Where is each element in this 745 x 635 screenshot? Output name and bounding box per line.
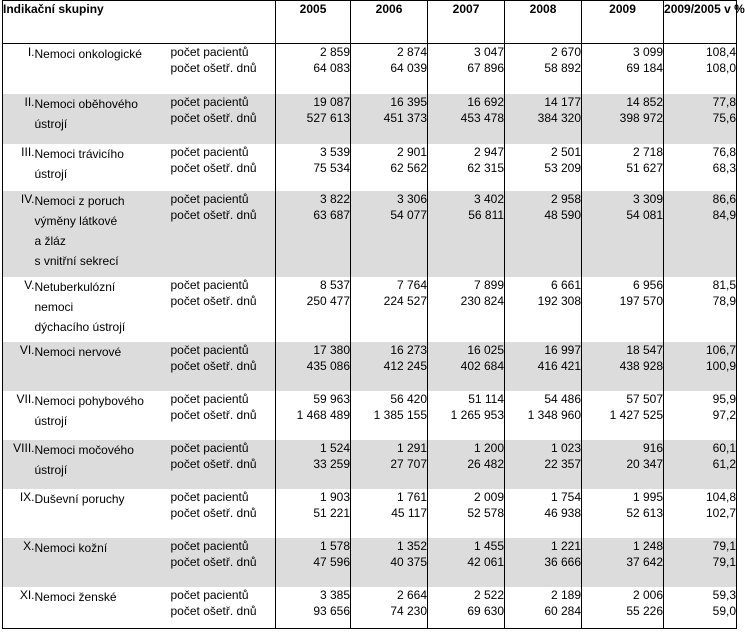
- patients-value: 1 578: [320, 538, 351, 553]
- patients-value: 7 764: [397, 277, 428, 292]
- indicator-labels: [171, 440, 276, 489]
- days-value: 46 938: [544, 505, 582, 520]
- days-value: 402 684: [460, 358, 505, 373]
- value-cell: [582, 440, 664, 489]
- group-name: [35, 489, 171, 538]
- pct-days-value: 100,9: [706, 358, 737, 373]
- value-cell: [428, 144, 505, 191]
- days-value: 36 666: [544, 554, 582, 569]
- patients-value: 54 486: [544, 391, 582, 406]
- patients-value: 14 177: [544, 94, 582, 109]
- patients-value: 17 380: [313, 342, 351, 357]
- value-cell: [428, 587, 505, 629]
- group-number: I.: [3, 44, 35, 94]
- patients-value: 2 874: [397, 45, 428, 59]
- days-value: 27 707: [390, 456, 428, 471]
- patients-value: 3 306: [397, 191, 428, 206]
- patients-value: 7 899: [474, 277, 505, 292]
- patients-value: 3 099: [633, 45, 664, 59]
- value-cell: [428, 391, 505, 440]
- header-year: 2009: [582, 1, 664, 44]
- value-cell: [582, 538, 664, 587]
- group-name-line: Nemoci z poruch: [34, 193, 125, 208]
- indicator-patients-label: počet pacientů: [170, 45, 249, 59]
- group-name: [35, 44, 171, 94]
- indicator-days-label: počet ošetř. dnů: [170, 407, 257, 422]
- patients-value: 1 023: [551, 440, 582, 455]
- group-name: [35, 538, 171, 587]
- value-cell: [505, 538, 582, 587]
- table-row: [3, 277, 737, 342]
- patients-value: 3 539: [320, 144, 351, 159]
- patients-value: 2 670: [551, 45, 582, 59]
- value-cell: [276, 587, 351, 629]
- value-cell: [351, 538, 428, 587]
- value-cell: [505, 489, 582, 538]
- pct-cell: [664, 391, 737, 440]
- patients-value: 59 963: [313, 391, 351, 406]
- indicator-patients-label: počet pacientů: [170, 489, 249, 504]
- days-value: 64 083: [313, 61, 351, 75]
- patients-value: 3 047: [474, 45, 505, 59]
- indicator-patients-label: počet pacientů: [170, 391, 249, 406]
- patients-value: 1 995: [633, 489, 664, 504]
- indicator-patients-label: počet pacientů: [170, 342, 249, 357]
- value-cell: [505, 587, 582, 629]
- table-row: [3, 587, 737, 629]
- indicator-patients-label: počet pacientů: [170, 277, 249, 292]
- group-name-line: Nemoci nervové: [34, 344, 122, 359]
- indicator-days-label: počet ošetř. dnů: [170, 160, 257, 175]
- patients-value: 19 087: [313, 94, 351, 109]
- indicator-days-label: počet ošetř. dnů: [170, 293, 257, 308]
- pct-patients-value: 76,8: [712, 144, 737, 159]
- patients-value: 16 692: [467, 94, 505, 109]
- value-cell: [582, 342, 664, 391]
- days-value: 250 477: [306, 293, 351, 308]
- indicator-days-label: počet ošetř. dnů: [170, 358, 257, 373]
- value-cell: [351, 489, 428, 538]
- days-value: 58 892: [544, 61, 582, 75]
- group-name-line: ústrojí: [34, 166, 68, 181]
- days-value: 33 259: [313, 456, 351, 471]
- days-value: 1 385 155: [373, 407, 428, 422]
- pct-patients-value: 86,6: [712, 191, 737, 206]
- patients-value: 57 507: [626, 391, 664, 406]
- days-value: 1 348 960: [527, 407, 582, 422]
- group-name: [35, 440, 171, 489]
- patients-value: 56 420: [390, 391, 428, 406]
- group-number: VIII.: [3, 440, 35, 489]
- pct-cell: [664, 94, 737, 144]
- group-name: [35, 587, 171, 629]
- pct-cell: [664, 489, 737, 538]
- patients-value: 1 352: [397, 538, 428, 553]
- pct-cell: [664, 191, 737, 277]
- value-cell: [428, 94, 505, 144]
- days-value: 453 478: [460, 110, 505, 125]
- group-name: [35, 342, 171, 391]
- value-cell: [351, 587, 428, 629]
- pct-days-value: 75,6: [712, 110, 737, 125]
- group-number: VII.: [3, 391, 35, 440]
- group-name-line: Duševní poruchy: [34, 491, 125, 506]
- pct-patients-value: 108,4: [706, 45, 737, 59]
- value-cell: [428, 342, 505, 391]
- group-name-line: Netuberkulózní: [34, 279, 116, 294]
- indicator-days-label: počet ošetř. dnů: [170, 61, 257, 75]
- group-name-line: s vnitřní sekrecí: [34, 253, 119, 268]
- value-cell: [351, 391, 428, 440]
- table-row: [3, 144, 737, 191]
- patients-value: 16 273: [390, 342, 428, 357]
- patients-value: 1 291: [397, 440, 428, 455]
- indicator-labels: [171, 342, 276, 391]
- patients-value: 2 901: [397, 144, 428, 159]
- indicator-patients-label: počet pacientů: [170, 191, 249, 206]
- value-cell: [582, 277, 664, 342]
- days-value: 1 427 525: [609, 407, 664, 422]
- indicator-labels: [171, 391, 276, 440]
- pct-days-value: 102,7: [706, 505, 737, 520]
- patients-value: 2 664: [397, 587, 428, 602]
- group-number: V.: [3, 277, 35, 342]
- indicator-labels: [171, 489, 276, 538]
- value-cell: [351, 94, 428, 144]
- days-value: 398 972: [619, 110, 664, 125]
- group-number: II.: [3, 94, 35, 144]
- group-name-line: Nemoci onkologické: [34, 47, 142, 61]
- patients-value: 1 455: [474, 538, 505, 553]
- pct-cell: [664, 277, 737, 342]
- days-value: 527 613: [306, 110, 351, 125]
- days-value: 56 811: [468, 207, 505, 222]
- indicator-labels: [171, 277, 276, 342]
- value-cell: [505, 44, 582, 94]
- days-value: 52 578: [467, 505, 505, 520]
- group-name-line: ústrojí: [34, 462, 68, 477]
- patients-value: 2 189: [551, 587, 582, 602]
- days-value: 51 221: [313, 505, 351, 520]
- days-value: 75 534: [313, 160, 351, 175]
- indicator-days-label: počet ošetř. dnů: [170, 554, 257, 569]
- indicator-days-label: počet ošetř. dnů: [170, 505, 257, 520]
- group-number: III.: [3, 144, 35, 191]
- value-cell: [582, 587, 664, 629]
- indicator-patients-label: počet pacientů: [170, 538, 249, 553]
- patients-value: 3 822: [320, 191, 351, 206]
- group-name-line: Nemoci pohybového: [34, 393, 144, 408]
- value-cell: [428, 44, 505, 94]
- value-cell: [428, 440, 505, 489]
- pct-patients-value: 77,8: [712, 94, 737, 109]
- pct-patients-value: 79,1: [712, 538, 737, 553]
- value-cell: [582, 391, 664, 440]
- patients-value: 16 997: [544, 342, 582, 357]
- pct-cell: [664, 538, 737, 587]
- indicator-days-label: počet ošetř. dnů: [170, 110, 257, 125]
- group-name-line: a žláz: [34, 233, 66, 248]
- statistics-table: [2, 0, 745, 629]
- pct-patients-value: 95,9: [712, 391, 737, 406]
- group-name-line: Nemoci kožní: [34, 540, 108, 555]
- days-value: 22 357: [544, 456, 582, 471]
- patients-value: 2 859: [320, 45, 351, 59]
- days-value: 37 642: [626, 554, 664, 569]
- pct-days-value: 59,0: [712, 603, 737, 618]
- value-cell: [582, 489, 664, 538]
- days-value: 51 627: [626, 160, 664, 175]
- value-cell: [276, 94, 351, 144]
- days-value: 1 468 489: [296, 407, 351, 422]
- group-name-line: Nemoci oběhového: [34, 96, 138, 111]
- patients-value: 3 309: [633, 191, 664, 206]
- days-value: 64 039: [390, 61, 428, 75]
- patients-value: 3 385: [320, 587, 351, 602]
- patients-value: 2 947: [474, 144, 505, 159]
- value-cell: [276, 489, 351, 538]
- value-cell: [276, 538, 351, 587]
- days-value: 40 375: [390, 554, 428, 569]
- days-value: 20 347: [626, 456, 664, 471]
- indicator-labels: [171, 144, 276, 191]
- value-cell: [505, 191, 582, 277]
- patients-value: 1 200: [474, 440, 505, 455]
- header-pct: 2009/2005 v %: [664, 1, 737, 44]
- days-value: 55 226: [626, 603, 664, 618]
- patients-value: 2 006: [633, 587, 664, 602]
- value-cell: [582, 144, 664, 191]
- days-value: 230 824: [460, 293, 505, 308]
- group-name-line: dýchacího ústrojí: [34, 319, 126, 334]
- patients-value: 18 547: [626, 342, 664, 357]
- indicator-labels: [171, 538, 276, 587]
- value-cell: [428, 277, 505, 342]
- table-row: [3, 538, 737, 587]
- patients-value: 1 248: [633, 538, 664, 553]
- patients-value: 8 537: [320, 277, 351, 292]
- pct-patients-value: 106,7: [706, 342, 737, 357]
- days-value: 53 209: [544, 160, 582, 175]
- days-value: 224 527: [383, 293, 428, 308]
- patients-value: 14 852: [626, 94, 664, 109]
- indicator-days-label: počet ošetř. dnů: [170, 207, 257, 222]
- pct-days-value: 68,3: [712, 160, 737, 175]
- days-value: 60 284: [544, 603, 582, 618]
- value-cell: [351, 44, 428, 94]
- patients-value: 16 395: [390, 94, 428, 109]
- pct-cell: [664, 144, 737, 191]
- days-value: 42 061: [467, 554, 505, 569]
- value-cell: [428, 538, 505, 587]
- group-name-line: nemoci: [34, 299, 74, 314]
- pct-days-value: 84,9: [712, 207, 737, 222]
- days-value: 435 086: [306, 358, 351, 373]
- indicator-patients-label: počet pacientů: [170, 440, 249, 455]
- header-year: 2007: [428, 1, 505, 44]
- days-value: 62 315: [467, 160, 505, 175]
- group-name-line: Nemoci ženské: [34, 589, 117, 604]
- group-number: IX.: [3, 489, 35, 538]
- value-cell: [351, 191, 428, 277]
- value-cell: [505, 342, 582, 391]
- days-value: 45 117: [391, 505, 428, 520]
- indicator-labels: [171, 587, 276, 629]
- days-value: 93 656: [313, 603, 351, 618]
- value-cell: [505, 277, 582, 342]
- days-value: 48 590: [544, 207, 582, 222]
- group-name-line: ústrojí: [34, 413, 68, 428]
- patients-value: 2 718: [633, 144, 664, 159]
- patients-value: 1 761: [397, 489, 428, 504]
- indicator-labels: [171, 94, 276, 144]
- value-cell: [428, 489, 505, 538]
- header-year: 2005: [276, 1, 351, 44]
- days-value: 412 245: [383, 358, 428, 373]
- patients-value: 2 958: [551, 191, 582, 206]
- pct-cell: [664, 440, 737, 489]
- pct-patients-value: 104,8: [706, 489, 737, 504]
- patients-value: 3 402: [474, 191, 505, 206]
- pct-cell: [664, 44, 737, 94]
- patients-value: 2 501: [551, 144, 582, 159]
- table-row: [3, 94, 737, 144]
- table-row: [3, 191, 737, 277]
- indicator-patients-label: počet pacientů: [170, 144, 249, 159]
- value-cell: [428, 191, 505, 277]
- days-value: 54 081: [626, 207, 664, 222]
- table-row: [3, 342, 737, 391]
- group-name: [35, 94, 171, 144]
- patients-value: 1 754: [551, 489, 582, 504]
- days-value: 47 596: [313, 554, 351, 569]
- days-value: 26 482: [467, 456, 505, 471]
- patients-value: 1 903: [320, 489, 351, 504]
- pct-patients-value: 81,5: [712, 277, 737, 292]
- value-cell: [276, 342, 351, 391]
- value-cell: [505, 440, 582, 489]
- days-value: 62 562: [390, 160, 428, 175]
- pct-patients-value: 60,1: [712, 440, 737, 455]
- group-number: XI.: [3, 587, 35, 629]
- value-cell: [582, 191, 664, 277]
- patients-value: 1 221: [551, 538, 582, 553]
- value-cell: [351, 342, 428, 391]
- days-value: 451 373: [383, 110, 428, 125]
- days-value: 63 687: [313, 207, 351, 222]
- group-number: VI.: [3, 342, 35, 391]
- value-cell: [276, 144, 351, 191]
- value-cell: [582, 44, 664, 94]
- table-row: [3, 391, 737, 440]
- value-cell: [505, 94, 582, 144]
- days-value: 69 184: [626, 61, 664, 75]
- group-name-line: výměny látkové: [34, 213, 118, 228]
- table-header-row: [3, 1, 737, 44]
- days-value: 384 320: [537, 110, 582, 125]
- indicator-days-label: počet ošetř. dnů: [170, 456, 257, 471]
- group-name: [35, 144, 171, 191]
- group-name-line: Nemoci trávicího: [34, 146, 124, 161]
- pct-days-value: 78,9: [712, 293, 737, 308]
- days-value: 52 613: [626, 505, 664, 520]
- days-value: 416 421: [537, 358, 582, 373]
- value-cell: [276, 440, 351, 489]
- patients-value: 6 956: [633, 277, 664, 292]
- patients-value: 16 025: [467, 342, 505, 357]
- value-cell: [505, 144, 582, 191]
- header-group-label: Indikační skupiny: [3, 1, 276, 44]
- pct-cell: [664, 587, 737, 629]
- value-cell: [505, 391, 582, 440]
- value-cell: [276, 277, 351, 342]
- days-value: 438 928: [619, 358, 664, 373]
- value-cell: [351, 144, 428, 191]
- table-body: [3, 44, 737, 629]
- header-year: 2008: [505, 1, 582, 44]
- indicator-patients-label: počet pacientů: [170, 587, 249, 602]
- indicator-labels: [171, 191, 276, 277]
- days-value: 197 570: [619, 293, 664, 308]
- pct-days-value: 79,1: [712, 554, 737, 569]
- days-value: 54 077: [390, 207, 428, 222]
- patients-value: 2 009: [474, 489, 505, 504]
- days-value: 74 230: [390, 603, 428, 618]
- value-cell: [582, 94, 664, 144]
- indicator-patients-label: počet pacientů: [170, 94, 249, 109]
- indicator-days-label: počet ošetř. dnů: [170, 603, 257, 618]
- days-value: 67 896: [467, 61, 505, 75]
- group-name: [35, 191, 171, 277]
- group-name-line: ústrojí: [34, 116, 68, 131]
- group-number: X.: [3, 538, 35, 587]
- group-name: [35, 277, 171, 342]
- table-row: [3, 440, 737, 489]
- patients-value: 916: [643, 440, 664, 455]
- patients-value: 2 522: [474, 587, 505, 602]
- days-value: 69 630: [467, 603, 505, 618]
- days-value: 192 308: [537, 293, 582, 308]
- patients-value: 51 114: [468, 391, 505, 406]
- patients-value: 1 524: [320, 440, 351, 455]
- group-name-line: Nemoci močového: [34, 442, 134, 457]
- indicator-labels: [171, 44, 276, 94]
- value-cell: [276, 44, 351, 94]
- patients-value: 6 661: [551, 277, 582, 292]
- pct-cell: [664, 342, 737, 391]
- pct-days-value: 61,2: [712, 456, 737, 471]
- table-row: [3, 489, 737, 538]
- pct-days-value: 97,2: [712, 407, 737, 422]
- days-value: 1 265 953: [450, 407, 505, 422]
- group-name: [35, 391, 171, 440]
- table-row: [3, 44, 737, 94]
- pct-days-value: 108,0: [706, 61, 737, 75]
- group-number: IV.: [3, 191, 35, 277]
- value-cell: [351, 277, 428, 342]
- value-cell: [276, 191, 351, 277]
- header-year: 2006: [351, 1, 428, 44]
- value-cell: [276, 391, 351, 440]
- value-cell: [351, 440, 428, 489]
- pct-patients-value: 59,3: [712, 587, 737, 602]
